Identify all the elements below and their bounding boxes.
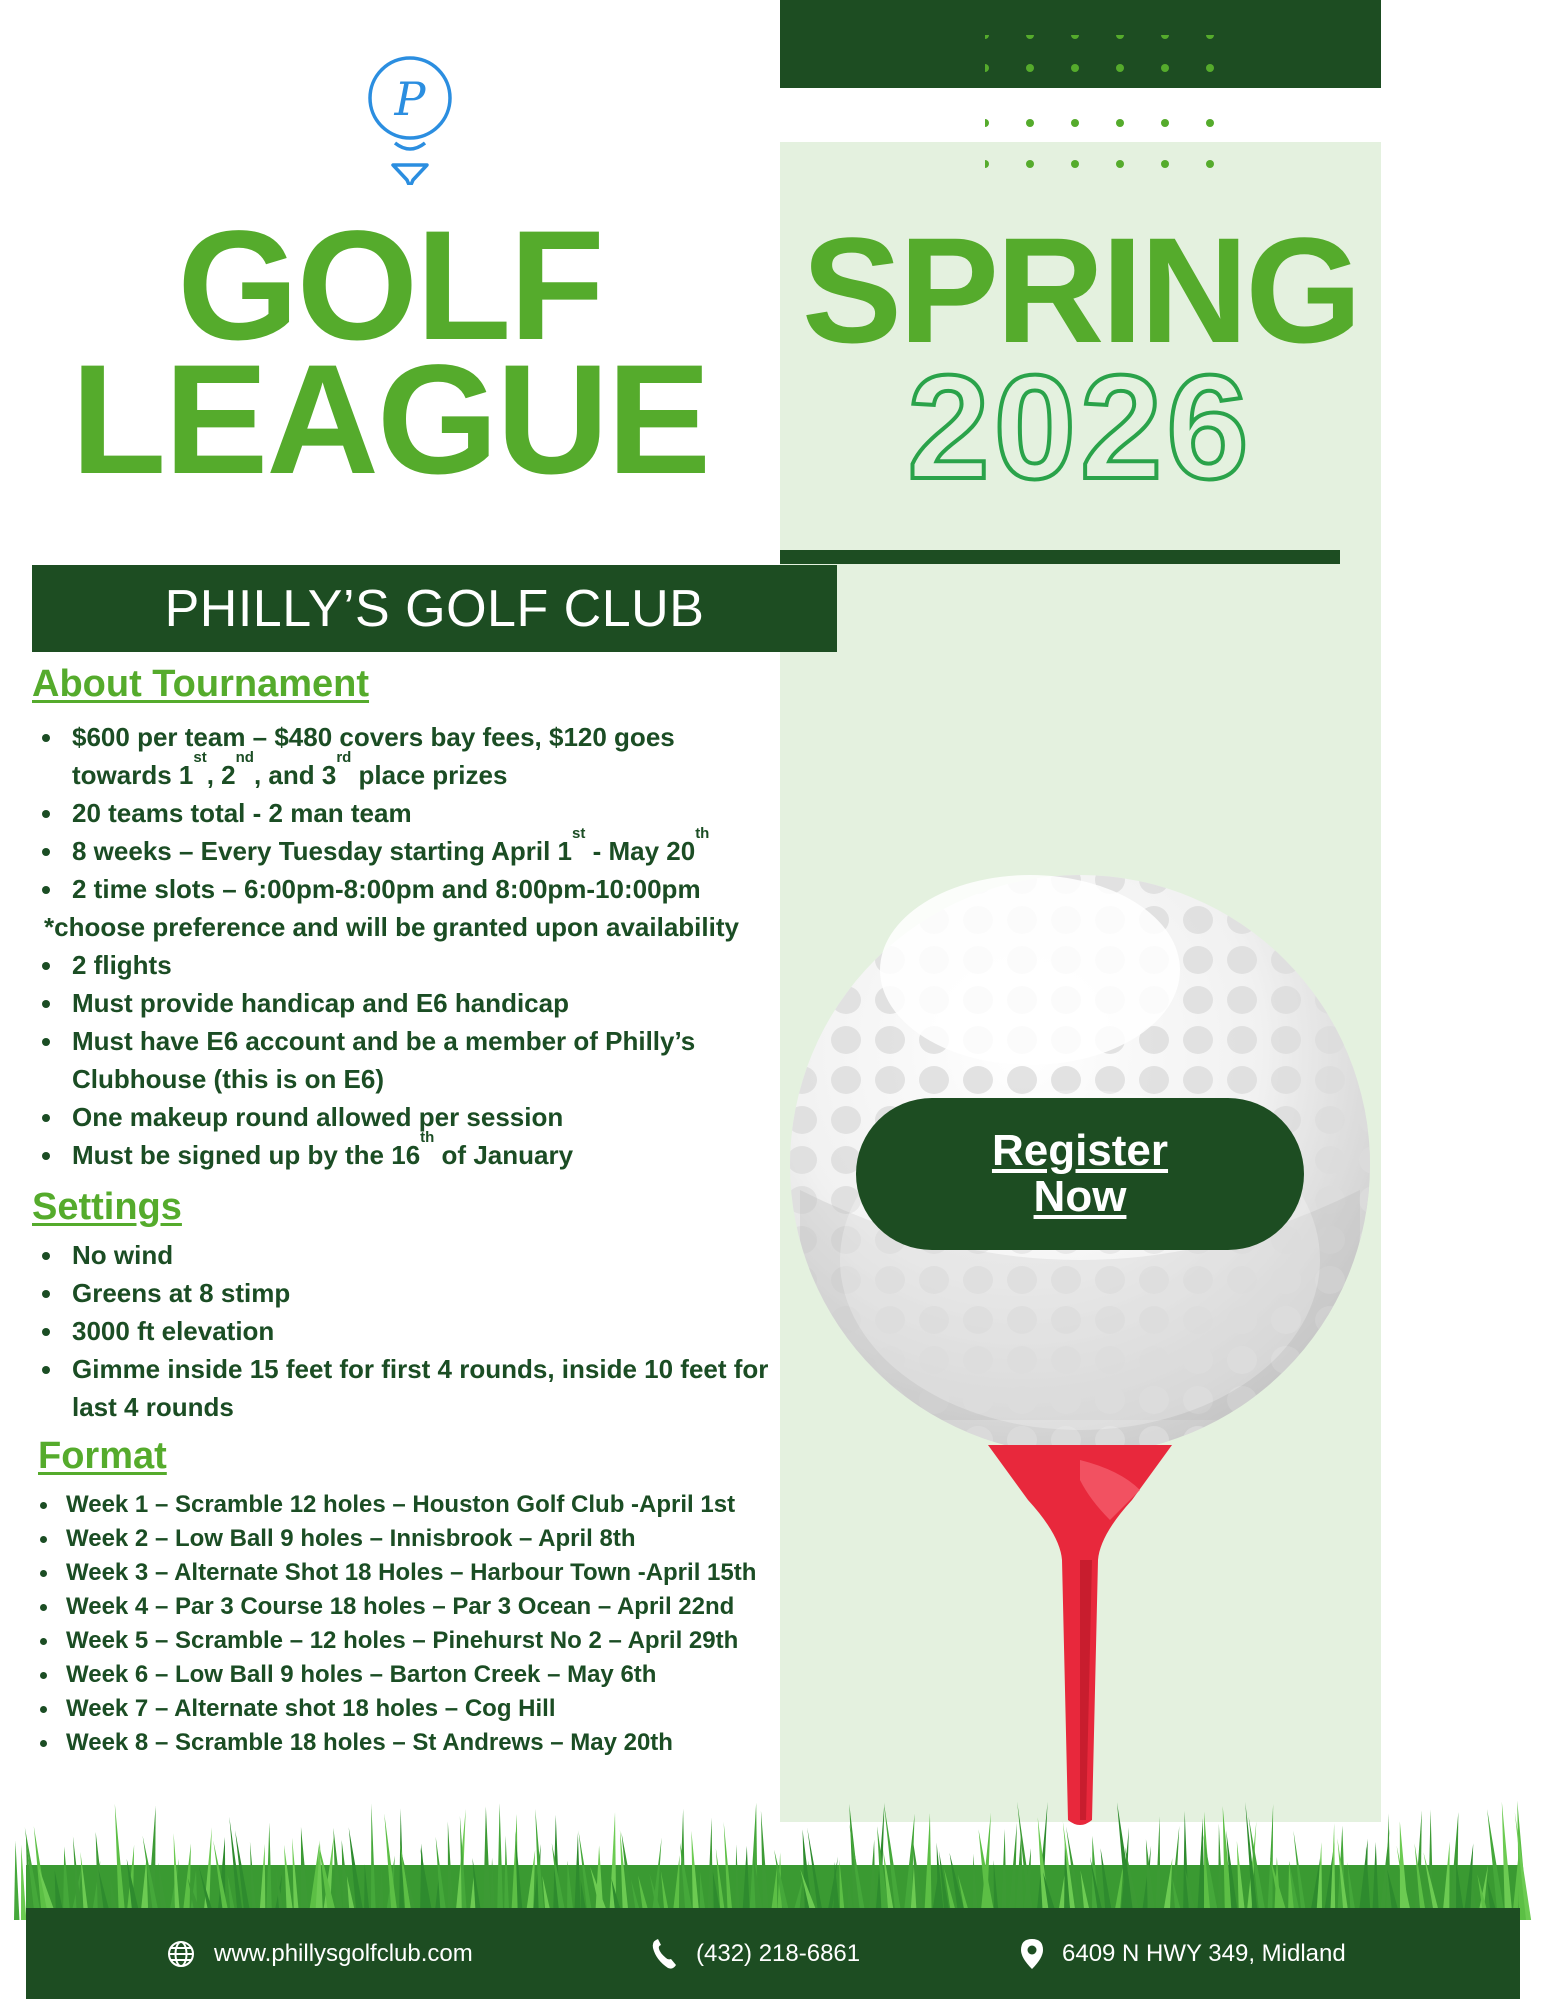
grass-blade xyxy=(14,1841,19,1920)
about-heading: About Tournament xyxy=(32,663,370,705)
divider-bar xyxy=(780,550,1340,564)
about-item: 2 flights xyxy=(32,946,792,984)
format-week-item: Week 8 – Scramble 18 holes – St Andrews – May 20th xyxy=(32,1726,792,1760)
season-year xyxy=(780,358,1381,498)
footer-address[interactable] xyxy=(1020,1908,1346,1999)
about-item: Must provide handicap and E6 handicap xyxy=(32,984,792,1022)
about-item: towards 1st, 2nd, and 3rd place prizes xyxy=(72,749,508,790)
settings-item: Greens at 8 stimp xyxy=(32,1274,792,1312)
format-week-item: Week 2 – Low Ball 9 holes – Innisbrook – April 8th xyxy=(32,1522,792,1556)
season-year-text: 2026 xyxy=(907,358,1253,498)
season-name: SPRING xyxy=(801,206,1360,374)
about-list xyxy=(32,718,792,1174)
about-item: Clubhouse (this is on E6) xyxy=(72,1064,385,1094)
format-heading: Format xyxy=(38,1435,167,1477)
about-item: *choose preference and will be granted upon availability xyxy=(44,912,739,942)
register-label-line2: Now xyxy=(1033,1172,1127,1221)
register-now-button[interactable] xyxy=(856,1098,1304,1250)
format-week-item: Week 6 – Low Ball 9 holes – Barton Creek – May 6th xyxy=(32,1658,792,1692)
settings-item: Gimme inside 15 feet for first 4 rounds, inside 10 feet for xyxy=(32,1350,792,1388)
title-golf: GOLF xyxy=(177,199,603,373)
grass-blade xyxy=(483,1806,491,1920)
about-item: One makeup round allowed per session xyxy=(32,1098,792,1136)
about-item: Must be signed up by the 16th of January xyxy=(32,1136,792,1174)
location-pin-icon xyxy=(1020,1938,1044,1970)
logo-letter: P xyxy=(394,72,426,126)
title-league: LEAGUE xyxy=(70,333,710,507)
decorative-dot-grid xyxy=(985,35,1215,170)
grass-strip-icon xyxy=(0,1795,1545,1920)
footer-bar xyxy=(26,1908,1520,1999)
phone-text: (432) 218-6861 xyxy=(696,1939,861,1967)
about-item: 2 time slots – 6:00pm-8:00pm and 8:00pm-10:00pm xyxy=(32,870,792,908)
settings-item: No wind xyxy=(32,1236,792,1274)
settings-heading: Settings xyxy=(32,1186,182,1228)
phone-icon xyxy=(650,1938,678,1970)
golf-ball-on-tee-icon xyxy=(780,860,1381,1840)
about-item: $600 per team – $480 covers bay fees, $120 goes xyxy=(32,718,792,756)
club-logo-icon xyxy=(365,55,455,185)
settings-item: 3000 ft elevation xyxy=(32,1312,792,1350)
format-week-item: Week 7 – Alternate shot 18 holes – Cog Hill xyxy=(32,1692,792,1726)
about-item: Must have E6 account and be a member of Philly’s xyxy=(32,1022,792,1060)
grass-blade xyxy=(497,1803,503,1920)
format-week-item: Week 4 – Par 3 Course 18 holes – Par 3 Ocean – April 22nd xyxy=(32,1590,792,1624)
website-text: www.phillysgolfclub.com xyxy=(214,1939,473,1967)
footer-phone[interactable] xyxy=(650,1908,860,1999)
globe-icon xyxy=(166,1939,196,1969)
format-week-item: Week 1 – Scramble 12 holes – Houston Golf Club -April 1st xyxy=(32,1488,792,1522)
settings-list xyxy=(32,1236,792,1426)
grass-blade xyxy=(371,1803,376,1920)
format-list xyxy=(32,1488,792,1760)
format-week-item: Week 5 – Scramble – 12 holes – Pinehurst No 2 – April 29th xyxy=(32,1624,792,1658)
register-label-line1: Register xyxy=(991,1126,1169,1175)
about-item: 8 weeks – Every Tuesday starting April 1st - May 20th xyxy=(32,832,792,870)
footer-website[interactable] xyxy=(166,1908,473,1999)
about-item: 20 teams total - 2 man team xyxy=(32,794,792,832)
club-name-banner xyxy=(32,565,837,652)
settings-item: last 4 rounds xyxy=(72,1392,234,1422)
address-text: 6409 N HWY 349, Midland xyxy=(1062,1939,1346,1967)
club-name: PHILLY’S GOLF CLUB xyxy=(164,579,705,638)
format-week-item: Week 3 – Alternate Shot 18 Holes – Harbour Town -April 15th xyxy=(32,1556,792,1590)
